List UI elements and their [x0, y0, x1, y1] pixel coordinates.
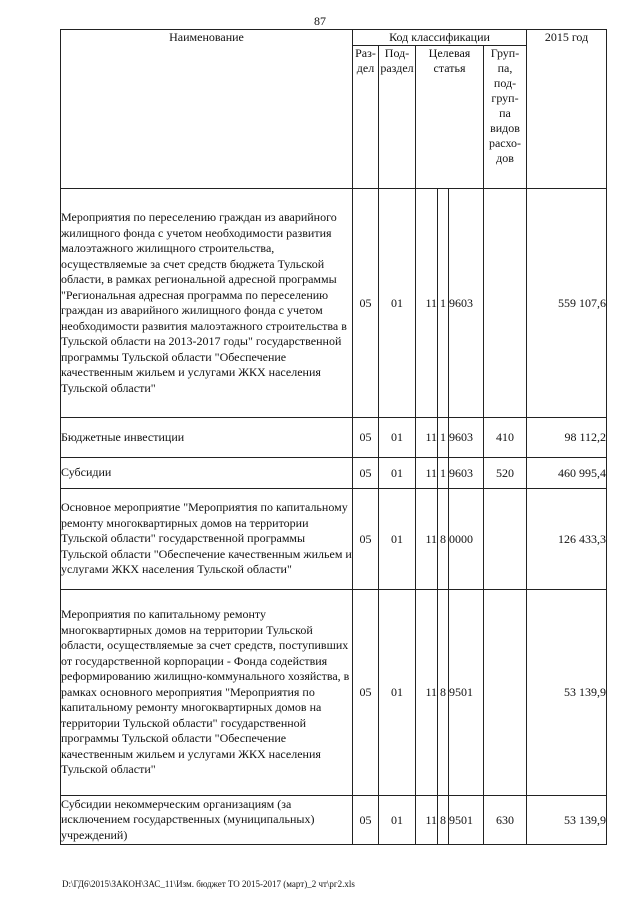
row-vid	[484, 189, 527, 418]
row-razdel: 05	[353, 796, 379, 845]
row-amount: 126 433,3	[527, 489, 607, 590]
row-target-program: 11	[416, 458, 438, 489]
row-target-direction: 0000	[449, 489, 484, 590]
table-row	[61, 458, 607, 489]
row-podrazdel: 01	[379, 189, 416, 418]
row-name: Основное мероприятие "Мероприятия по капитальному ремонту многоквартирных домов на территории Тульской области" государственной программы Тульской области "Обеспечение качественным жильем и услугами ЖКХ населения Тульской области"	[61, 489, 353, 590]
row-amount: 559 107,6	[527, 189, 607, 418]
table-row	[61, 796, 607, 845]
header-group: Груп- па, под- груп- па видов расхо- дов	[484, 46, 527, 189]
header-target: Целевая статья	[416, 46, 484, 189]
row-podrazdel: 01	[379, 796, 416, 845]
table-row	[61, 189, 607, 418]
table-row	[61, 418, 607, 458]
row-razdel: 05	[353, 458, 379, 489]
row-razdel: 05	[353, 189, 379, 418]
row-target-direction: 9501	[449, 590, 484, 796]
row-target-subprogram: 1	[438, 418, 449, 458]
header-code: Код классификации	[353, 30, 527, 46]
row-amount: 53 139,9	[527, 796, 607, 845]
row-target-direction: 9603	[449, 418, 484, 458]
row-target-program: 11	[416, 590, 438, 796]
row-vid: 630	[484, 796, 527, 845]
row-amount: 53 139,9	[527, 590, 607, 796]
header-name: Наименование	[61, 30, 353, 189]
row-target-subprogram: 1	[438, 189, 449, 418]
row-target-subprogram: 8	[438, 796, 449, 845]
row-name: Бюджетные инвестиции	[61, 418, 353, 458]
header-year: 2015 год	[527, 30, 607, 189]
row-razdel: 05	[353, 418, 379, 458]
table-row	[61, 489, 607, 590]
row-podrazdel: 01	[379, 418, 416, 458]
row-target-direction: 9603	[449, 189, 484, 418]
row-name: Мероприятия по капитальному ремонту многоквартирных домов на территории Тульской области, осуществляемые за счет средств, поступивших от государственной корпорации - Фонда содействия реформированию жилищно-коммунального хозяйства, в рамках основного мероприятия "Мероприятия по капитальному ремонту многоквартирных домов на территории Тульской области" государственной программы Тульской области "Обеспечение качественным жильем и услугами ЖКХ населения Тульской области"	[61, 590, 353, 796]
header-section: Раз- дел	[353, 46, 379, 189]
row-target-program: 11	[416, 189, 438, 418]
page-number: 87	[314, 14, 326, 28]
row-target-direction: 9501	[449, 796, 484, 845]
row-name: Субсидии	[61, 458, 353, 489]
row-podrazdel: 01	[379, 489, 416, 590]
row-podrazdel: 01	[379, 590, 416, 796]
header-subsection: Под- раздел	[379, 46, 416, 189]
row-amount: 460 995,4	[527, 458, 607, 489]
table-row	[61, 590, 607, 796]
budget-table	[60, 29, 607, 845]
row-target-direction: 9603	[449, 458, 484, 489]
row-target-subprogram: 8	[438, 590, 449, 796]
row-vid	[484, 489, 527, 590]
row-amount: 98 112,2	[527, 418, 607, 458]
row-vid: 520	[484, 458, 527, 489]
row-name: Субсидии некоммерческим организациям (за исключением государственных (муниципальных) учреждений)	[61, 796, 353, 845]
header-row-top	[61, 30, 607, 46]
row-target-subprogram: 8	[438, 489, 449, 590]
row-target-program: 11	[416, 489, 438, 590]
row-vid	[484, 590, 527, 796]
row-razdel: 05	[353, 489, 379, 590]
row-name: Мероприятия по переселению граждан из аварийного жилищного фонда с учетом необходимости развития малоэтажного жилищного строительства, осуществляемые за счет средств бюджета Тульской области, в рамках региональной адресной программы "Региональная адресная программа по переселению граждан из аварийного жилищного фонда с учетом необходимости развития малоэтажного строительства в Тульской области на 2013-2017 годы" государственной программы Тульской области "Обеспечение качественным жильем и услугами ЖКХ населения Тульской области"	[61, 189, 353, 418]
row-target-program: 11	[416, 418, 438, 458]
row-podrazdel: 01	[379, 458, 416, 489]
row-razdel: 05	[353, 590, 379, 796]
row-vid: 410	[484, 418, 527, 458]
file-path-footer: D:\ГД6\2015\ЗАКОН\ЗАС_11\Изм. бюджет ТО 2015-2017 (март)_2 чт\рг2.xls	[62, 879, 355, 889]
row-target-subprogram: 1	[438, 458, 449, 489]
row-target-program: 11	[416, 796, 438, 845]
